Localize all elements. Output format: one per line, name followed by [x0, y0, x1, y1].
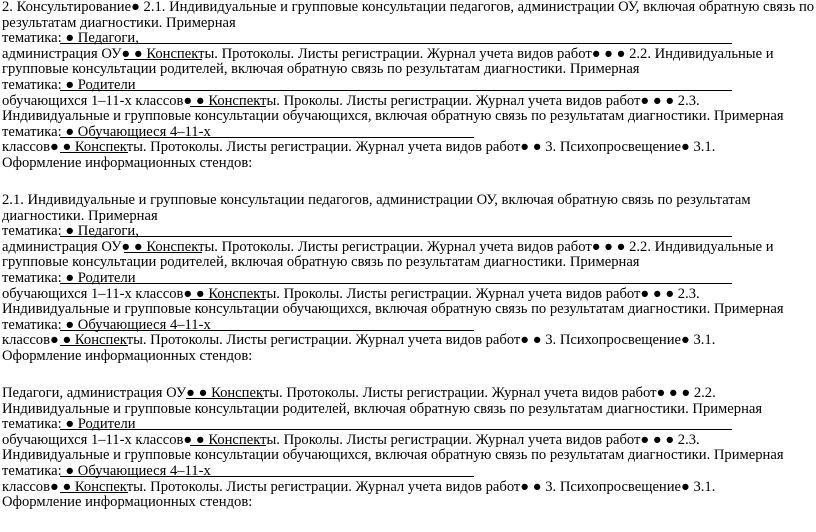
- paragraph-1-line-1: 2. Консультирование● 2.1. Индивидуальные и групповые консультации педагогов, администрации ОУ, включая обратную связь по: [2, 0, 814, 15]
- fill-in-blank-line: [124, 252, 202, 253]
- paragraph-2-line-5: групповые консультации родителей, включая обратную связь по результатам диагностики. Примерная: [2, 255, 640, 271]
- paragraph-1-line-5: групповые консультации родителей, включая обратную связь по результатам диагностики. Примерная: [2, 62, 640, 78]
- paragraph-2-line-8: Индивидуальные и групповые консультации обучающихся, включая обратную связь по результатам диагностики. Примерная: [2, 302, 784, 318]
- fill-in-blank-line: [60, 43, 732, 44]
- paragraph-1-line-10: классов● ● Конспекты. Протоколы. Листы регистрации. Журнал учета видов работ● ● 3. Психопросвещение● 3.1.: [2, 140, 716, 156]
- fill-in-blank-line: [60, 283, 732, 284]
- paragraph-2-line-11: Оформление информационных стендов:: [2, 349, 253, 364]
- paragraph-1-line-11: Оформление информационных стендов:: [2, 156, 253, 171]
- paragraph-1-line-2: результатам диагностики. Примерная: [2, 15, 236, 31]
- paragraph-1-line-8: Индивидуальные и групповые консультации обучающихся, включая обратную связь по результатам диагностики. Примерная: [2, 109, 784, 125]
- paragraph-3-line-6: тематика: ● Обучающиеся 4–11-х: [2, 464, 814, 480]
- paragraph-3-line-7: классов● ● Конспекты. Протоколы. Листы регистрации. Журнал учета видов работ● ● 3. Психопросвещение● 3.1.: [2, 479, 716, 495]
- paragraph-3-line-8: Оформление информационных стендов:: [2, 495, 253, 511]
- fill-in-blank-line: [60, 152, 128, 153]
- fill-in-blank-line: [60, 90, 732, 91]
- fill-in-blank-line: [190, 299, 266, 300]
- paragraph-2-line-2: диагностики. Примерная: [2, 208, 158, 224]
- paragraph-1-line-4: администрация ОУ● ● Конспекты. Протоколы. Листы регистрации. Журнал учета видов работ● ● ● 2.2. Индивидуальные и: [2, 46, 774, 62]
- fill-in-blank-line: [186, 398, 264, 399]
- paragraph-3-line-2: Индивидуальные и групповые консультации родителей, включая обратную связь по результатам диагностики. Примерная: [2, 401, 763, 417]
- fill-in-blank-line: [190, 106, 266, 107]
- fill-in-blank-line: [60, 236, 732, 237]
- paragraph-2-line-3: тематика: ● Педагоги,: [2, 224, 814, 240]
- fill-in-blank-line: [60, 476, 474, 477]
- paragraph-1-line-7: обучающихся 1–11-х классов● ● Конспекты. Проколы. Листы регистрации. Журнал учета видов работ● ● ● 2.3.: [2, 93, 700, 109]
- fill-in-blank-line: [124, 59, 202, 60]
- paragraph-3-line-5: Индивидуальные и групповые консультации обучающихся, включая обратную связь по результатам диагностики. Примерная: [2, 448, 784, 464]
- paragraph-2-line-7: обучающихся 1–11-х классов● ● Конспекты. Проколы. Листы регистрации. Журнал учета видов работ● ● ● 2.3.: [2, 286, 700, 302]
- fill-in-blank-line: [60, 330, 474, 331]
- paragraph-1-line-6: тематика: ● Родители: [2, 78, 814, 94]
- fill-in-blank-line: [60, 429, 732, 430]
- paragraph-3-line-4: обучающихся 1–11-х классов● ● Конспекты. Проколы. Листы регистрации. Журнал учета видов работ● ● ● 2.3.: [2, 432, 700, 448]
- paragraph-2-line-10: классов● ● Конспекты. Протоколы. Листы регистрации. Журнал учета видов работ● ● 3. Психопросвещение● 3.1.: [2, 333, 716, 349]
- fill-in-blank-line: [60, 492, 128, 493]
- paragraph-2-line-4: администрация ОУ● ● Конспекты. Протоколы. Листы регистрации. Журнал учета видов работ● ● ● 2.2. Индивидуальные и: [2, 239, 774, 255]
- fill-in-blank-line: [190, 445, 266, 446]
- paragraph-3-line-3: тематика: ● Родители: [2, 417, 814, 433]
- paragraph-2-line-1: 2.1. Индивидуальные и групповые консультации педагогов, администрации ОУ, включая обратную связь по результатам: [2, 193, 751, 208]
- paragraph-1-line-9: тематика: ● Обучающиеся 4–11-х: [2, 125, 814, 141]
- paragraph-1-line-3: тематика: ● Педагоги,: [2, 31, 814, 47]
- fill-in-blank-line: [60, 345, 128, 346]
- paragraph-3-line-1: Педагоги, администрация ОУ● ● Конспекты. Протоколы. Листы регистрации. Журнал учета видов работ● ● ● 2.2.: [2, 386, 716, 401]
- paragraph-2-line-9: тематика: ● Обучающиеся 4–11-х: [2, 318, 814, 334]
- paragraph-2-line-6: тематика: ● Родители: [2, 271, 814, 287]
- fill-in-blank-line: [60, 137, 474, 138]
